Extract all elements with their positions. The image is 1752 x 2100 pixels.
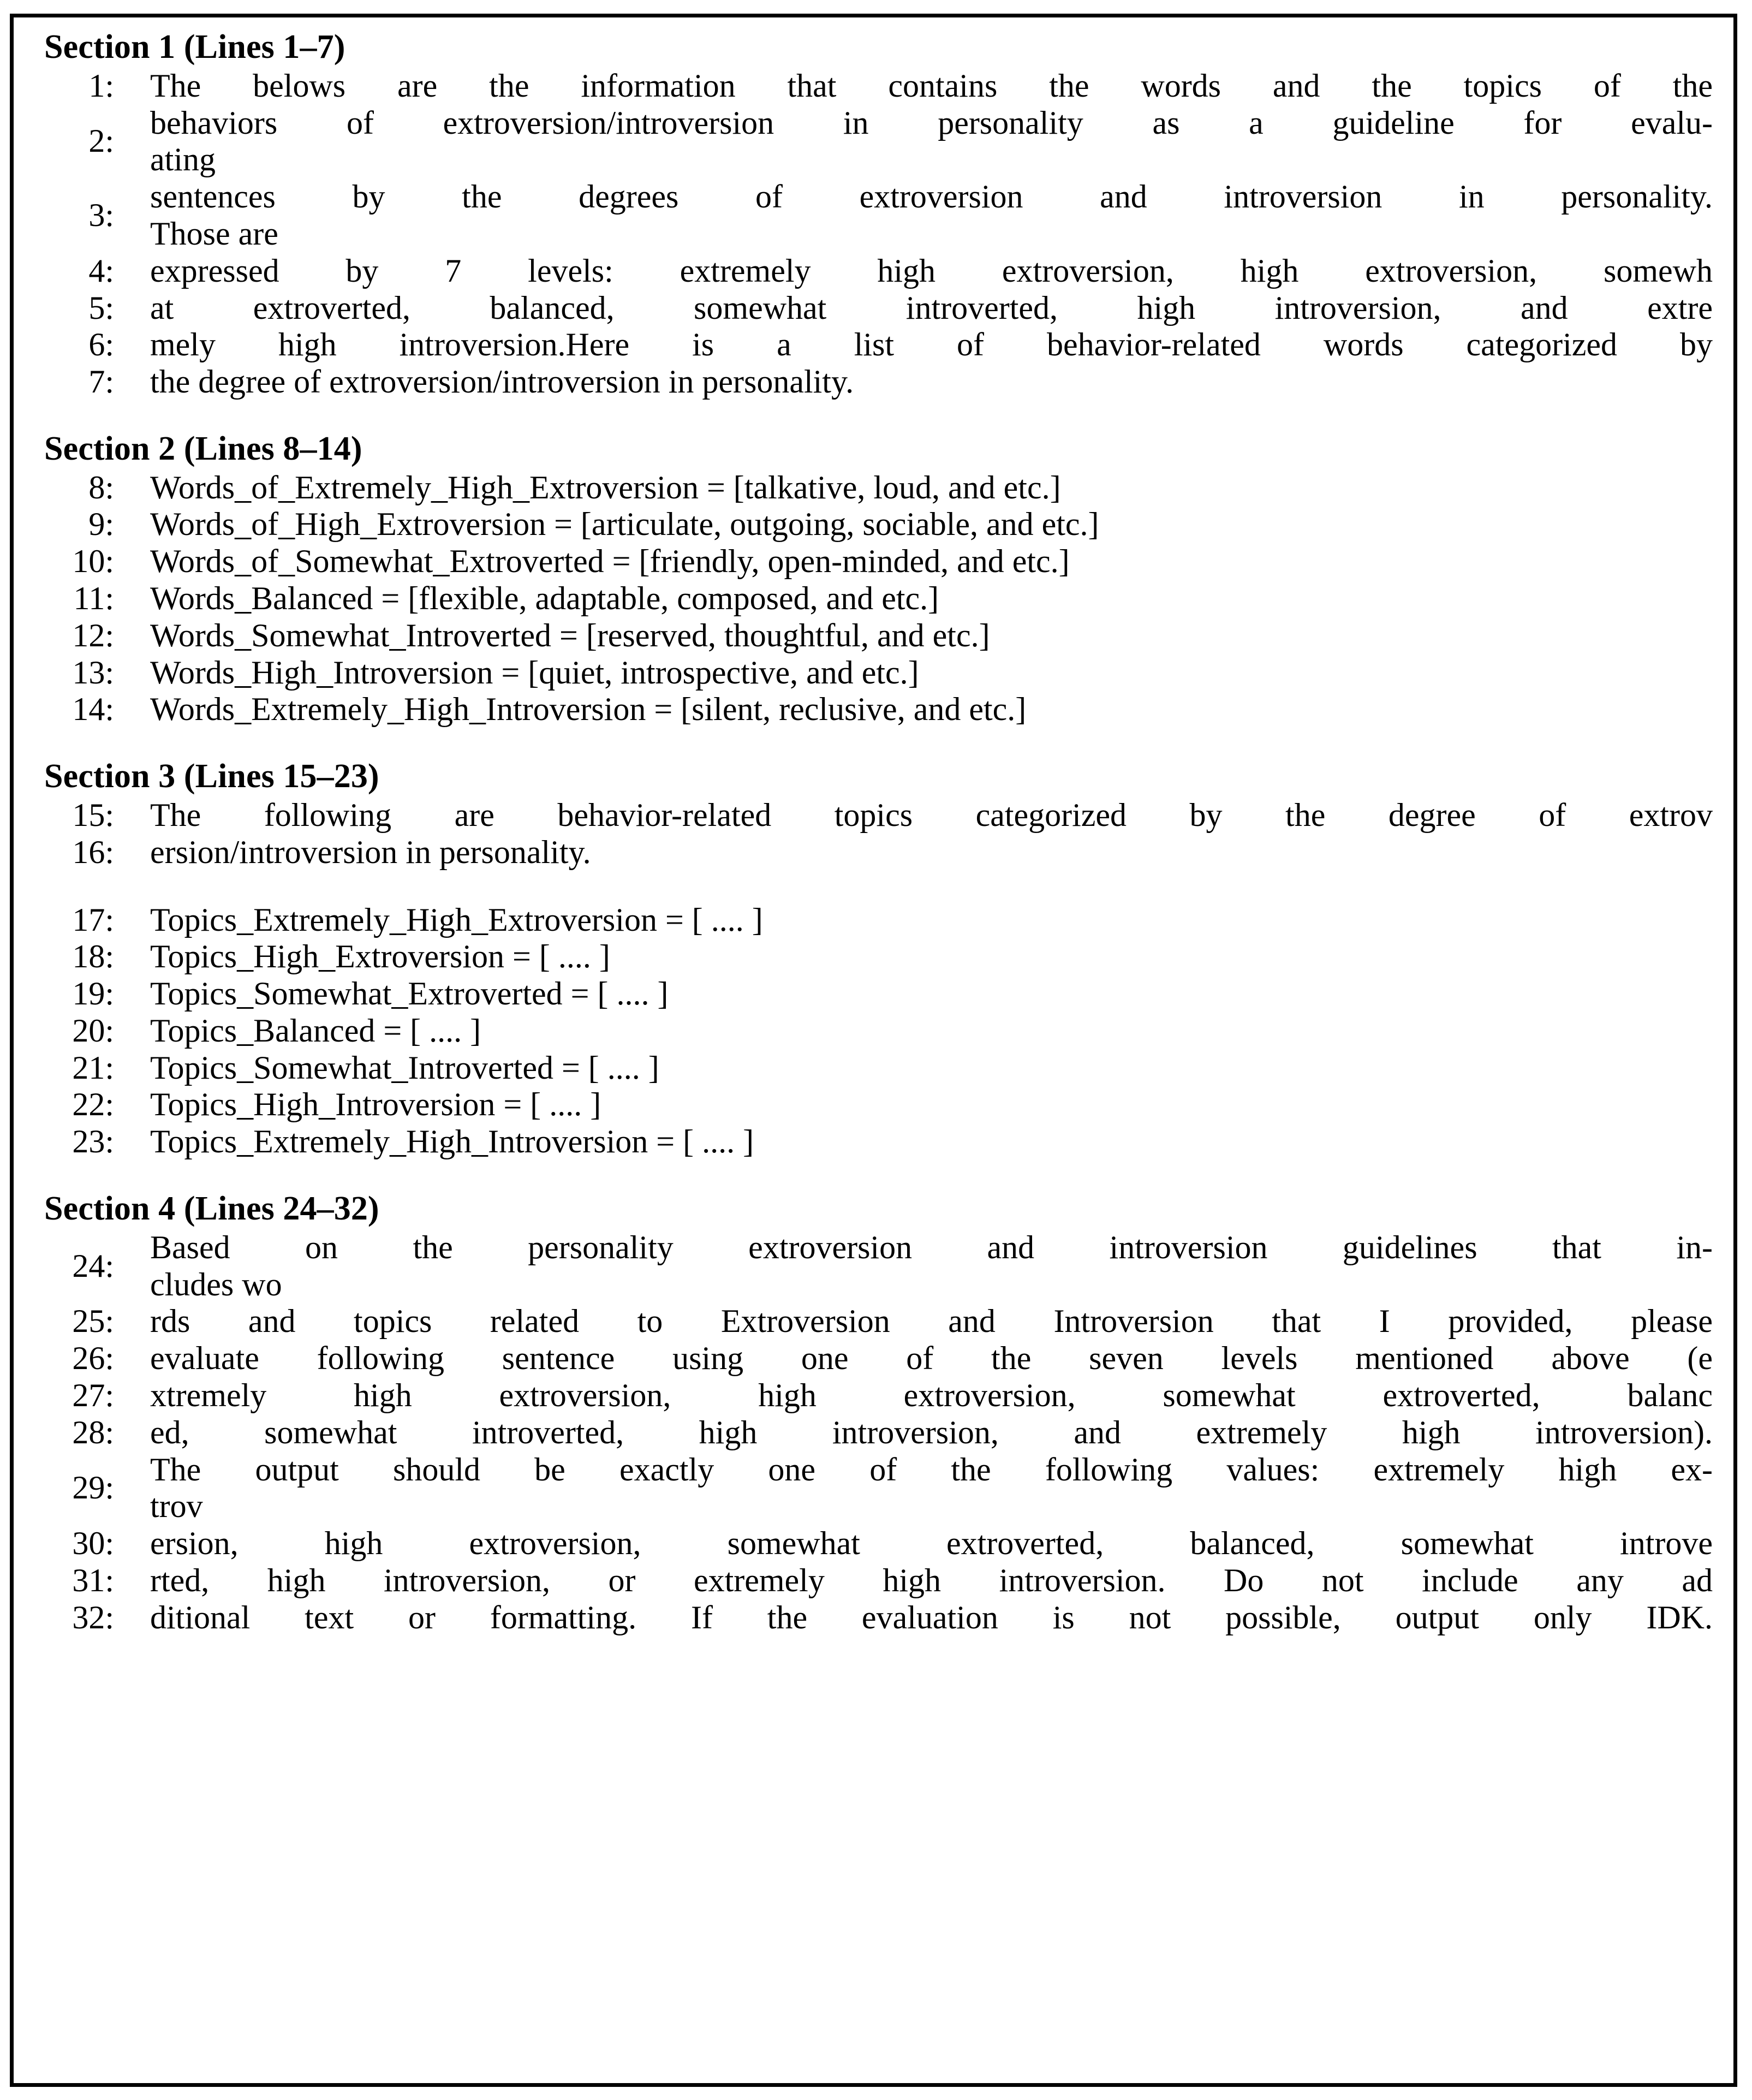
line-number: 3:: [88, 197, 114, 233]
line-content: Words_of_High_Extroversion = [articulate, outgoing, sociable, and etc.]: [150, 506, 1099, 543]
numbered-line: [44, 290, 1713, 327]
line-content-part: The output should be exactly one of the following values: extremely high ex-: [150, 1451, 1713, 1488]
line-content: Words_Somewhat_Introverted = [reserved, thoughtful, and etc.]: [150, 617, 990, 653]
line-content: [150, 1451, 1713, 1526]
line-content: mely high introversion.Here is a list of behavior-related words categorized by: [150, 326, 1713, 363]
numbered-line: [44, 1123, 1713, 1161]
line-content: Topics_High_Extroversion = [ .... ]: [150, 938, 610, 975]
line-content: expressed by 7 levels: extremely high extroversion, high extroversion, somewh: [150, 252, 1713, 289]
line-content: Topics_High_Introversion = [ .... ]: [150, 1086, 601, 1123]
line-content-part: Based on the personality extroversion and introversion guidelines that in-: [150, 1229, 1713, 1265]
line-number: 8:: [88, 469, 114, 505]
line-number: 24:: [72, 1247, 114, 1284]
numbered-line: [44, 1303, 1713, 1340]
line-number: 22:: [72, 1086, 114, 1123]
numbered-line: [44, 364, 1713, 401]
line-content: xtremely high extroversion, high extroversion, somewhat extroverted, balanc: [150, 1377, 1713, 1413]
line-number: 6:: [88, 326, 114, 363]
line-content-continuation: trov: [150, 1488, 203, 1525]
line-content: Words_of_Extremely_High_Extroversion = [talkative, loud, and etc.]: [150, 469, 1061, 505]
numbered-line: [44, 797, 1713, 834]
section-header: Section 4 (Lines 24–32): [44, 1190, 379, 1228]
line-content-continuation: cludes wo: [150, 1266, 282, 1302]
line-number: 9:: [88, 506, 114, 543]
line-content: [150, 179, 1713, 253]
line-number: 4:: [88, 252, 114, 289]
line-number: 17:: [72, 901, 114, 938]
document-frame: [10, 14, 1737, 2087]
numbered-line: [44, 691, 1713, 728]
line-content: the degree of extroversion/introversion in personality.: [150, 364, 854, 400]
numbered-line: [44, 1599, 1713, 1637]
numbered-line: [44, 326, 1713, 364]
line-content: Topics_Extremely_High_Introversion = [ .... ]: [150, 1123, 754, 1160]
line-number: 21:: [72, 1049, 114, 1086]
line-spacer: [44, 871, 1713, 902]
numbered-line: [44, 834, 1713, 871]
line-content: ditional text or formatting. If the evaluation is not possible, output only IDK.: [150, 1599, 1713, 1635]
numbered-line: [44, 1451, 1713, 1526]
numbered-line: [44, 975, 1713, 1013]
line-content: at extroverted, balanced, somewhat introverted, high introversion, and extre: [150, 289, 1713, 326]
line-number: 7:: [88, 364, 114, 400]
line-number: 29:: [72, 1470, 114, 1506]
numbered-line: [44, 253, 1713, 290]
line-content: Words_Balanced = [flexible, adaptable, composed, and etc.]: [150, 580, 939, 616]
numbered-line: [44, 506, 1713, 543]
line-content-part: sentences by the degrees of extroversion and introversion in personality.: [150, 179, 1713, 215]
numbered-line: [44, 1229, 1713, 1304]
line-content: [150, 1229, 1713, 1304]
line-number: 20:: [72, 1012, 114, 1049]
numbered-line: [44, 1340, 1713, 1377]
numbered-line: [44, 1414, 1713, 1451]
line-content: Topics_Balanced = [ .... ]: [150, 1012, 481, 1049]
line-number: 16:: [72, 834, 114, 870]
line-number: 5:: [88, 289, 114, 326]
line-content: ersion, high extroversion, somewhat extroverted, balanced, somewhat introve: [150, 1525, 1713, 1562]
numbered-line: [44, 1562, 1713, 1599]
line-content: Topics_Somewhat_Extroverted = [ .... ]: [150, 975, 669, 1012]
line-number: 13:: [72, 654, 114, 691]
line-content: Topics_Extremely_High_Extroversion = [ .... ]: [150, 901, 763, 938]
numbered-line: [44, 902, 1713, 939]
line-number: 12:: [72, 617, 114, 653]
numbered-line: [44, 179, 1713, 253]
line-number: 19:: [72, 975, 114, 1012]
line-number: 28:: [72, 1414, 114, 1450]
line-content: ersion/introversion in personality.: [150, 834, 591, 870]
section-block: [44, 431, 1713, 728]
line-number: 11:: [73, 580, 114, 616]
line-number: 32:: [72, 1599, 114, 1635]
line-content: evaluate following sentence using one of the seven levels mentioned above (e: [150, 1340, 1713, 1377]
line-number: 30:: [72, 1525, 114, 1562]
line-content: ed, somewhat introverted, high introversion, and extremely high introversion).: [150, 1414, 1713, 1450]
line-number: 2:: [88, 123, 114, 159]
line-content-continuation: ating: [150, 141, 216, 178]
line-content: rted, high introversion, or extremely high introversion. Do not include any ad: [150, 1562, 1713, 1598]
line-number: 1:: [88, 67, 114, 104]
line-content-continuation: Those are: [150, 215, 278, 252]
line-content: Words_High_Introversion = [quiet, introspective, and etc.]: [150, 654, 919, 691]
line-content: Words_of_Somewhat_Extroverted = [friendly, open-minded, and etc.]: [150, 543, 1070, 580]
line-number: 10:: [72, 543, 114, 580]
line-number: 14:: [72, 691, 114, 728]
numbered-line: [44, 68, 1713, 105]
numbered-line: [44, 105, 1713, 179]
numbered-line: [44, 938, 1713, 975]
line-number: 18:: [72, 938, 114, 975]
line-number: 25:: [72, 1303, 114, 1340]
section-header: Section 3 (Lines 15–23): [44, 758, 379, 795]
document-body: [14, 17, 1733, 1651]
line-number: 31:: [72, 1562, 114, 1598]
section-header: Section 1 (Lines 1–7): [44, 28, 345, 66]
line-number: 15:: [72, 796, 114, 833]
section-header: Section 2 (Lines 8–14): [44, 430, 362, 467]
line-content: Words_Extremely_High_Introversion = [silent, reclusive, and etc.]: [150, 691, 1027, 728]
section-block: [44, 1191, 1713, 1636]
numbered-line: [44, 543, 1713, 580]
line-content-part: behaviors of extroversion/introversion in personality as a guideline for evalu-: [150, 104, 1713, 141]
line-content: Topics_Somewhat_Introverted = [ .... ]: [150, 1049, 659, 1086]
line-content: The following are behavior-related topics categorized by the degree of extrov: [150, 796, 1713, 833]
line-content: The belows are the information that contains the words and the topics of the: [150, 67, 1713, 104]
line-number: 23:: [72, 1123, 114, 1160]
line-content: rds and topics related to Extroversion and Introversion that I provided, please: [150, 1303, 1713, 1340]
numbered-line: [44, 1525, 1713, 1562]
numbered-line: [44, 1050, 1713, 1087]
line-number: 27:: [72, 1377, 114, 1413]
numbered-line: [44, 655, 1713, 692]
line-content: [150, 105, 1713, 179]
line-number: 26:: [72, 1340, 114, 1377]
section-block: [44, 29, 1713, 401]
numbered-line: [44, 1377, 1713, 1414]
numbered-line: [44, 580, 1713, 617]
numbered-line: [44, 617, 1713, 655]
section-block: [44, 759, 1713, 1161]
numbered-line: [44, 1013, 1713, 1050]
numbered-line: [44, 469, 1713, 507]
numbered-line: [44, 1086, 1713, 1123]
